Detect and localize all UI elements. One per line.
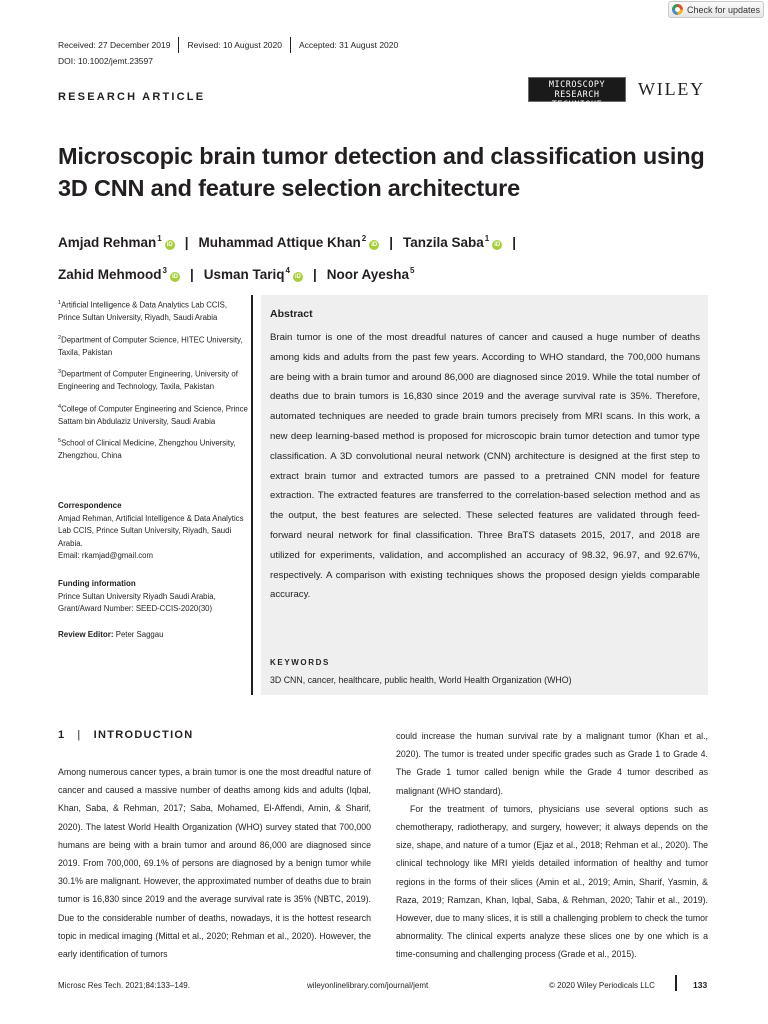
affiliations (58, 297, 248, 470)
article-dates (58, 37, 406, 53)
affiliation: $^4$College of Computer Engineering and Science, Prince Sattam bin Abdulaziz University, Saudi Arabia (58, 403, 248, 426)
affiliation: $^2$Department of Computer Science, HITEC University, Taxila, Pakistan (58, 334, 243, 357)
affiliation: $^3$Department of Computer Engineering, University of Engineering and Technology, Taxila, Pakistan (58, 369, 238, 392)
orcid-icon[interactable]: iD (371, 242, 378, 248)
orcid-icon[interactable]: iD (166, 242, 173, 248)
abstract-text: Brain tumor is one of the most dreadful natures of cancer and caused a huge number of deaths among kids and adults from the past few years. According to WHO standard, the 700,000 humans are being with a brain tumor and around 86,000 are diagnosed since 2019. While the total number of deaths due to brain tumors is 16,830 since 2019 and the average survival rate is 35%. Therefore, automated techniques are needed to grade brain tumors precisely from MRI scans. In this work, a new deep learning-based method is proposed for microscopic brain tumor detection and tumor type classification. A 3D convolutional neural network (CNN) architecture is designed at the first step to extract brain tumor and extracted tumors are passed to a pretrained CNN model for feature extraction. The extracted features are transferred to the correlation-based selection method and as the output, the best features are selected. These selected features are validated through feed-forward neural network for final classification. Three BraTS datasets 2015, 2017, and 2018 are utilized for experiments, validation, and accomplished an accuracy of 98.32, 96.97, and 92.67%, respectively. A comparison with existing techniques shows the proposed design yields comparable accuracy. (270, 332, 700, 601)
section-number: 1 (58, 729, 66, 741)
funding-heading: Funding information (58, 579, 136, 588)
publisher-logo: WILEY (638, 79, 705, 99)
funding-text: Prince Sultan University Riyadh Saudi Arabia, Grant/Award Number: SEED-CCIS-2020(30) (58, 591, 216, 613)
correspondence (58, 500, 248, 563)
section-separator: | (77, 729, 82, 741)
section-heading-introduction (58, 729, 194, 741)
author[interactable]: Noor Ayesha$^5$ (326, 266, 415, 282)
abstract-rule (251, 295, 253, 695)
received-date: Received: 27 December 2019 (58, 40, 171, 50)
check-for-updates-button[interactable] (668, 1, 764, 18)
body-paragraph: could increase the human survival rate by a malignant tumor (Khan et al., 2020). The tumor is treated under specific grades such as Grade 1 to Grade 4. The Grade 1 tumor called benign while the Grade 4 tumor described as malignant (WHO standard). (396, 731, 708, 796)
review-editor (58, 630, 248, 639)
body-paragraph: Among numerous cancer types, a brain tumor is one the most dreadful nature of cancer and caused a massive number of deaths among kids and adults (Iqbal, Khan, Saba, & Rehman, 2017; Saba, Mohamed, El-Affendi, Amin, & Sharif, 2020). The latest World Health Organization (WHO) survey stated that 700,000 humans are being with a brain tumor and around 86,000 are diagnosed since 2019. From 700,000, 69.1% of persons are diagnosed by a benign tumor while 30.1% are malignant. However, the approximated number of deaths due to brain tumor is 16,830 since 2019 and the average survival rate is 35% (NBTC, 2019). Due to the considerable number of deaths, nowadays, it is the hottest research topic in medical imaging (Mittal et al., 2020; Rehman et al., 2020). However, the early identification of tumors (58, 767, 371, 960)
author[interactable]: Muhammad Attique Khan$^2$iD (198, 234, 378, 250)
footer-divider (675, 975, 677, 991)
journal-logo (528, 77, 626, 110)
orcid-icon[interactable]: iD (294, 274, 301, 280)
review-editor-name: Peter Saggau (115, 630, 164, 639)
check-for-updates-label: Check for updates (687, 4, 761, 15)
review-editor-label: Review Editor: (58, 630, 114, 639)
section-title: INTRODUCTION (93, 729, 194, 741)
journal-logo-line2: RESEARCH TECHNIQUE (551, 90, 603, 110)
affiliation: $^5$School of Clinical Medicine, Zhengzhou University, Zhengzhou, China (58, 438, 236, 461)
correspondence-heading: Correspondence (58, 501, 122, 510)
doi[interactable]: DOI: 10.1002/jemt.23597 (58, 56, 153, 66)
article-title: Microscopic brain tumor detection and classification using 3D CNN and feature selection architecture (58, 143, 705, 201)
page-number: 133 (693, 980, 708, 990)
body-column-right (396, 727, 708, 964)
footer-citation: Microsc Res Tech. 2021;84:133–149. (58, 981, 190, 990)
accepted-date: Accepted: 31 August 2020 (290, 37, 406, 53)
orcid-icon[interactable]: iD (171, 274, 178, 280)
journal-logo-line1: MICROSCOPY (548, 80, 606, 90)
author-line-2: Zahid Mehmood$^3$iD | Usman Tariq$^4$iD | Noor Ayesha$^5$ (58, 266, 415, 282)
keywords-heading: KEYWORDS (270, 658, 330, 667)
funding-information (58, 578, 248, 616)
author-list (58, 225, 718, 289)
abstract-heading: Abstract (270, 308, 313, 320)
affiliation: $^1$Artificial Intelligence & Data Analytics Lab CCIS, Prince Sultan University, Riyadh, Saudi Arabia (58, 300, 228, 323)
author[interactable]: Tanzila Saba$^1$iD (403, 234, 501, 250)
footer-url[interactable]: wileyonlinelibrary.com/journal/jemt (307, 981, 429, 990)
author[interactable]: Zahid Mehmood$^3$iD (58, 266, 178, 282)
author-line-1: Amjad Rehman$^1$iD | Muhammad Attique Khan$^2$iD | Tanzila Saba$^1$iD | (58, 234, 517, 250)
article-type: RESEARCH ARTICLE (58, 91, 206, 103)
keywords-text: 3D CNN, cancer, healthcare, public health, World Health Organization (WHO) (270, 675, 572, 685)
footer-copyright: © 2020 Wiley Periodicals LLC (549, 981, 655, 990)
correspondence-text: Amjad Rehman, Artificial Intelligence & Data Analytics Lab CCIS, Prince Sultan University, Riyadh, Saudi Arabia. (58, 513, 244, 548)
correspondence-email[interactable]: Email: rkamjad@gmail.com (58, 551, 154, 560)
author[interactable]: Amjad Rehman$^1$iD (58, 234, 173, 250)
orcid-icon[interactable]: iD (494, 242, 501, 248)
crossmark-icon (672, 4, 683, 15)
revised-date: Revised: 10 August 2020 (178, 37, 290, 53)
author[interactable]: Usman Tariq$^4$iD (203, 266, 301, 282)
body-column-left (58, 763, 371, 963)
body-paragraph: For the treatment of tumors, physicians use several options such as chemotherapy, radiotherapy, and surgery, however; it always depends on the size, shape, and nature of a tumor (Ejaz et al., 2018; Rehman et al., 2020). The clinical technology like MRI yields detailed information of healthy and tumor regions in the forms of their slices (Amin et al., 2019; Amin, Sharif, Yasmin, & Raza, 2019; Ramzan, Khan, Iqbal, Saba, & Rehman, 2020; Tahir et al., 2019). However, due to many slices, it is still a challenging problem to check the tumor abnormality. The clinical experts analyze these slices one by one which is a time-consuming and challenging process (Grade et al., 2015). (396, 803, 708, 960)
